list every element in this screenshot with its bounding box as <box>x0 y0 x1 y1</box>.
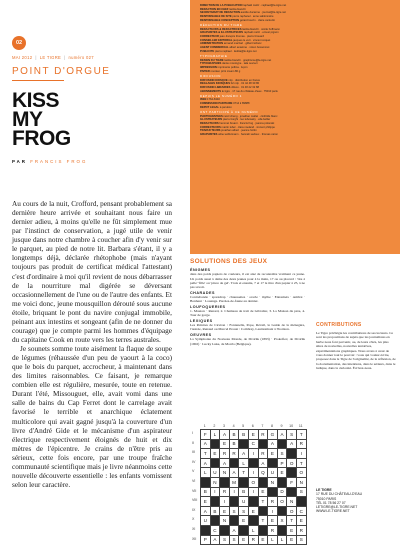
crossword-black-cell <box>230 459 240 469</box>
headline-line: MY <box>12 108 43 131</box>
crossword-column-number: 4 <box>232 424 235 428</box>
crossword-black-cell <box>278 526 288 536</box>
crossword-column-number: 1 <box>203 424 206 428</box>
crossword-cell: E <box>259 536 269 546</box>
credits-value: ramil cheng · jonathan mallet · clothilde blanc <box>223 114 278 118</box>
crossword-cell: T <box>297 430 307 440</box>
crossword-cell: R <box>268 497 278 507</box>
crossword-cell: B <box>239 488 249 498</box>
crossword-cell: C <box>249 440 259 450</box>
crossword-cell: E <box>287 536 297 546</box>
issue-separator: | <box>35 55 37 60</box>
crossword-cell: T <box>259 497 269 507</box>
crossword-cell: S <box>297 488 307 498</box>
crossword-column-number: 2 <box>213 424 216 428</box>
crossword-cell: T <box>287 516 297 526</box>
address-line: 75010 PARIS <box>316 496 337 501</box>
credits-row <box>200 90 392 94</box>
crossword-cell: E <box>268 449 278 459</box>
solutions-category: LEXIQUES <box>190 318 213 323</box>
crossword-cell: R <box>259 449 269 459</box>
crossword-black-cell <box>287 488 297 498</box>
crossword-cell: L <box>201 468 211 478</box>
solutions-title: SOLUTIONS DES JEUX <box>190 258 268 265</box>
credits-value: gérard touzin · claire cantuzin <box>239 18 276 22</box>
crossword-black-cell <box>211 516 221 526</box>
solutions-text: dans des poids papiers de couleurs, il est aisé de reconnaître vraiment ce jeune. Un poids aussi à dame des deux jeunes pour à la main, 17 ou au placard : 'tire à pelle' 'fille' ou 'pince de gel'. Trois et ensuite, 7 et 17 le titre d'un papier à 25, à ne pas savoir. <box>190 272 305 290</box>
crossword-row-number: VII <box>192 488 197 493</box>
byline-prefix: PAR <box>12 159 27 164</box>
crossword-black-cell <box>268 488 278 498</box>
crossword-row-numbers <box>192 429 200 545</box>
crossword-cell: A <box>220 430 230 440</box>
crossword-cell: O <box>278 497 288 507</box>
credits-value: pierre raphael · lætitia@le-tigre.net <box>214 49 257 53</box>
crossword-cell: R <box>297 526 307 536</box>
crossword-cell: O <box>287 507 297 517</box>
credits-section-title: RÉDACTION DU TIGRE <box>200 22 243 27</box>
crossword-black-cell <box>211 440 221 450</box>
crossword-cell: C <box>297 507 307 517</box>
address-line: WWW.LE-TIGRE.NET <box>316 509 350 514</box>
credits-value: pierre borghi · leo lebowsky · ella bellier <box>222 118 271 122</box>
crossword-row-number: II <box>192 440 194 445</box>
crossword-black-cell <box>259 507 269 517</box>
crossword-cell: A <box>201 440 211 450</box>
credits-panel <box>190 0 400 254</box>
crossword-black-cell <box>287 449 297 459</box>
credits-label: ILLUSTRATEURS <box>200 118 223 122</box>
crossword-row-number: VI <box>192 478 196 483</box>
credits-label: PAPIER <box>200 69 211 73</box>
crossword-row-number: IV <box>192 459 196 464</box>
credits-value: lætitia bianchi · graphisme@le-tigre.net <box>224 58 272 62</box>
crossword-black-cell <box>220 526 230 536</box>
credits-label: ABONNEMENTS <box>200 89 222 93</box>
crossword-cell: T <box>259 516 269 526</box>
credits-value: raphaël meltz · raphael@le-tigre.net <box>243 4 287 7</box>
crossword-black-cell <box>278 478 288 488</box>
credits-value: aline wolfermann · hannah sedoux · thomas caron <box>218 133 278 137</box>
credits-row <box>200 106 392 110</box>
page-number-badge: 02 <box>12 36 26 50</box>
crossword-cell: E <box>220 440 230 450</box>
address-line: LETIGRE@LE-TIGRE.NET <box>316 505 358 510</box>
crossword-cell: P <box>201 536 211 546</box>
crossword-cell: R <box>268 526 278 536</box>
credits-label: RÉDACTEURS & RÉDACTRICES <box>200 27 243 31</box>
crossword-black-cell <box>259 440 269 450</box>
credits-label: DIFFUSION LIBRAIRIES <box>200 85 232 89</box>
crossword-cell: A <box>278 430 288 440</box>
credits-value: mlp · distribution en france <box>228 78 261 82</box>
crossword-cell: S <box>220 536 230 546</box>
crossword-cell: E <box>297 516 307 526</box>
credits-row <box>200 50 392 54</box>
crossword-cell: T <box>239 468 249 478</box>
crossword-cell: R <box>220 449 230 459</box>
crossword-black-cell <box>249 497 259 507</box>
crossword-cell: R <box>230 449 240 459</box>
credits-value: munken print cream 80 g <box>210 69 241 73</box>
credits-value: jonathan albert · jeanne hottin <box>221 129 257 133</box>
crossword-black-cell <box>278 440 288 450</box>
crossword-cell: A <box>211 536 221 546</box>
crossword-cell: L <box>239 459 249 469</box>
crossword-black-cell <box>211 497 221 507</box>
credits-row <box>200 70 392 74</box>
crossword-cell: N <box>268 478 278 488</box>
crossword-column-number: 6 <box>251 424 254 428</box>
issue-line <box>12 55 172 60</box>
crossword-cell: E <box>239 516 249 526</box>
credits-value: 0714 k 89888 <box>233 102 250 106</box>
credits-value: hemmet bruant · francis frog · joanna polonski <box>219 122 275 126</box>
crossword-black-cell <box>297 497 307 507</box>
crossword-row-number: VIII <box>192 498 198 503</box>
rubric-rule <box>12 80 64 81</box>
crossword-cell: B <box>230 440 240 450</box>
address-line: TÉL 01 78 56 27 07 <box>316 500 346 505</box>
crossword-cell: N <box>211 478 221 488</box>
credits-value: raphaël meltz · ernest pignon <box>243 31 279 35</box>
crossword-cell: M <box>230 478 240 488</box>
credits-label: TYPOGRAPHIES <box>200 62 223 66</box>
credits-label: SECRÉTARIAT DE RÉDACTION <box>200 11 241 15</box>
crossword-cell: U <box>211 468 221 478</box>
crossword-column-number: 9 <box>280 424 283 428</box>
credits-value: pierre raphanel · anne sablonnière <box>232 15 274 19</box>
rubric-title: POINT D'ORGUE <box>12 66 111 77</box>
crossword-black-cell <box>259 526 269 536</box>
article-body <box>12 200 172 490</box>
credits-label: ADMINISTRATION <box>200 42 224 46</box>
article-column <box>0 0 182 552</box>
crossword-grid <box>200 429 307 545</box>
credits-label: GRAPHISTES <box>200 133 219 137</box>
crossword-cell: R <box>249 536 259 546</box>
credits-value: martin lebel · clara noeland · vincent philippe <box>221 125 275 129</box>
crossword-row-number: V <box>192 469 195 474</box>
byline-author: FRANCIS FROG <box>30 159 88 164</box>
article-paragraph: Je sounets somme toute aisément la flaque de soupe de légumes (réhaussée d'un peu de yaourt à la coco) que le bois du parquet, accrocheur, à maintenant dans des limites raisonnables. Ce faisant, je remarque combien elle est régulière, mesurée, toute en retenue. Durant l'été, Missouguet, elle, avait vomi dans une salle de bains du Cap Ferret dont le carrelage avait favorisé le terrible et anarchique éclatement multicolore qui avait gagné jusqu'à la couverture d'un livre d'André Gide et le mécanisme d'un aspirateur électrique respectivement éloignés de huit et dix mètres de l'épicentre. Je crains de n'être pris au sérieux, cette fois encore, par une troupe fraîche communauté scientifique mais je livre néanmoins cette nouvelle découverte essentielle : les enfants vomissent selon leur caractère. <box>12 345 172 489</box>
crossword-black-cell <box>201 478 211 488</box>
crossword-cell: B <box>239 430 249 440</box>
crossword-row-number: XII <box>192 536 197 541</box>
crossword-cell: E <box>259 488 269 498</box>
credits-label: CORRECTEURS <box>200 125 222 129</box>
credits-label: CONSEILLER ÉDITORIAL <box>200 38 234 42</box>
headline-line: FROG <box>12 127 71 150</box>
crossword-black-cell <box>230 497 240 507</box>
crossword-column-number: 7 <box>261 424 264 428</box>
crossword-cell: S <box>230 536 240 546</box>
solutions-category: CHARADES <box>190 290 215 295</box>
crossword-cell: E <box>278 468 288 478</box>
credits-value: jacques le vert · vincent coquet <box>233 38 271 42</box>
crossword-cell: I <box>249 449 259 459</box>
crossword-cell: I <box>297 449 307 459</box>
credits-label: PUBLICITÉ <box>200 49 215 53</box>
crossword-cell: A <box>201 459 211 469</box>
credits-label: RESPONSABLE DE SITE <box>200 15 233 19</box>
credits-label: AGENT COMMERCIAL <box>200 46 230 50</box>
crossword-column-number: 8 <box>270 424 273 428</box>
credits-label: PHOTOGRAPHES <box>200 114 224 118</box>
crossword-cell: I <box>220 497 230 507</box>
crossword-cell: E <box>239 536 249 546</box>
crossword-cell: I <box>268 507 278 517</box>
credits-section-title: DEPUIS LE NUMÉRO 1 <box>200 93 242 98</box>
crossword-row-number: X <box>192 517 195 522</box>
crossword-cell: N <box>297 478 307 488</box>
credits-label: DIRECTION DE LA PUBLICATION <box>200 4 244 7</box>
credits-section-title: DIFFUSION <box>200 73 221 78</box>
solutions-category: ÉNIGMES <box>190 268 211 272</box>
crossword-cell: E <box>287 526 297 536</box>
crossword-cell: S <box>239 507 249 517</box>
headline-line: KISS <box>12 89 60 112</box>
crossword-black-cell <box>239 526 249 536</box>
crossword-cell: X <box>278 516 288 526</box>
crossword-black-cell <box>259 478 269 488</box>
contributions-section <box>316 322 396 371</box>
crossword-cell: A <box>287 440 297 450</box>
crossword-cell: R <box>220 488 230 498</box>
crossword-cell: A <box>201 507 211 517</box>
credits-label: RÉDACTION EN CHEF <box>200 7 230 11</box>
crossword-black-cell <box>220 478 230 488</box>
credits-section-title: ONT PARTICIPÉ À CE NUMÉRO <box>200 109 259 114</box>
crossword-cell: S <box>230 507 240 517</box>
credits-value: armand mazzari · gilbert lefranc <box>223 42 262 46</box>
crossword-cell: L <box>249 526 259 536</box>
issue-separator: | <box>64 55 66 60</box>
crossword-black-cell <box>239 440 249 450</box>
crossword-black-cell <box>278 507 288 517</box>
credits-label: RÉGLAGES KIOSQUES <box>200 82 231 86</box>
credits-value: le tigre · 17 rue du château-d'eau · 75010 paris <box>221 89 278 93</box>
issue-date: MAI 2012 <box>12 55 33 60</box>
crossword-cell: F <box>201 430 211 440</box>
credits-row <box>200 19 392 23</box>
credits-value: dilisco · 01 48 22 32 88 <box>231 85 260 89</box>
crossword-cell: E <box>249 430 259 440</box>
issue-magazine: LE TIGRE <box>39 55 62 60</box>
crossword-cell: R <box>259 430 269 440</box>
credits-label: ISSN <box>200 98 208 102</box>
crossword-cell: A <box>230 468 240 478</box>
crossword-cell: D <box>278 488 288 498</box>
crossword-cell: F <box>287 478 297 488</box>
headline <box>12 91 172 148</box>
credits-value: dante monotype · tala ouvreci <box>222 62 258 66</box>
crossword-cell: T <box>201 449 211 459</box>
crossword-cell: L <box>278 536 288 546</box>
credits-list <box>200 4 392 137</box>
credits-value: lætitia bianchi · cécile hoffmann <box>242 27 280 31</box>
crossword-cell: S <box>287 430 297 440</box>
crossword-cell: B <box>211 507 221 517</box>
crossword-cell: E <box>211 449 221 459</box>
credits-label: COMMISSION PARITAIRE <box>200 102 234 106</box>
crossword-cell: A <box>259 459 269 469</box>
crossword-cell: P <box>278 459 288 469</box>
crossword-cell: L <box>211 430 221 440</box>
credits-value: 1764-6340 <box>207 98 220 102</box>
credits-row <box>200 133 392 137</box>
issue-number: numéro 027 <box>68 55 94 60</box>
solutions-category: LOUFOQUERIES <box>190 304 226 309</box>
credits-label: CORRECTEUR <box>200 35 220 39</box>
credits-value: à parution <box>219 105 232 109</box>
crossword-black-cell <box>287 468 297 478</box>
solutions-section <box>190 258 305 346</box>
crossword-cell: C <box>211 526 221 536</box>
crossword-cell: E <box>220 507 230 517</box>
crossword-cell: O <box>297 468 307 478</box>
crossword-row-number: IX <box>192 507 196 512</box>
crossword-column-number: 11 <box>298 424 303 428</box>
crossword-cell: E <box>268 516 278 526</box>
crossword-cell: B <box>230 430 240 440</box>
crossword-cell: N <box>287 497 297 507</box>
contributions-title: CONTRIBUTIONS <box>316 322 362 328</box>
crossword-cell: I <box>249 488 259 498</box>
crossword-cell: A <box>220 459 230 469</box>
credits-label: TRADUCTEURS <box>200 129 222 133</box>
credits-label: DESSIN DU TIGRE <box>200 58 225 62</box>
crossword-black-cell <box>249 459 259 469</box>
solutions-text: 1. Mouton · Renard, 2. Chameau de trait de Gibraltar, 3. La Maison du père, 4. Tour de gorge. <box>190 309 305 318</box>
crossword-cell: E <box>201 497 211 507</box>
solutions-body <box>190 268 305 346</box>
crossword-grid-section <box>192 424 308 550</box>
crossword-column-numbers <box>200 424 308 428</box>
credits-value: lætitia bianchi <box>229 7 246 11</box>
crossword-black-cell <box>201 526 211 536</box>
crossword-cell: G <box>268 430 278 440</box>
solutions-text: Les Peintres de Cicéron : Fontenelle, Pope, Réveil, le Guide de la ménagère, l'Astrée, Renaud ou Marcel Proust : Combray, Lautréamont à l'horizon. <box>190 323 305 332</box>
crossword-black-cell <box>239 478 249 488</box>
credits-value: b2 mlp · 01 42 48 30 80 <box>230 82 260 86</box>
crossword-cell: Q <box>259 468 269 478</box>
credits-label: RESPONSABLE CONCEPTION <box>200 18 240 22</box>
credits-label: RÉDACTEURS <box>200 122 220 126</box>
crossword-cell: I <box>230 488 240 498</box>
crossword-cell: N <box>220 516 230 526</box>
crossword-cell: R <box>297 440 307 450</box>
crossword-column-number: 5 <box>242 424 245 428</box>
crossword-cell: E <box>249 507 259 517</box>
address-line: 17 RUE DU CHÂTEAU-D'EAU <box>316 492 363 497</box>
crossword-cell: S <box>297 536 307 546</box>
byline <box>12 159 172 164</box>
crossword-cell: N <box>220 468 230 478</box>
crossword-cell: U <box>201 516 211 526</box>
crossword-cell: I <box>211 488 221 498</box>
credits-value: albert anselme · vivien bossonnet <box>229 46 270 50</box>
crossword-cell: U <box>239 497 249 507</box>
crossword-cell: B <box>201 488 211 498</box>
crossword-black-cell <box>211 459 221 469</box>
article-paragraph: Au cours de la nuit, Crofford, pensant probablement sa dernière heure arrivée et souhaitant nous faire un dernier adieu, à moins qu'elle ne fût simplement mue par l'instinct de conservation, a jugé utile de venir jusque dans notre chambre à coucher afin d'y venir sur le parquet, au pied de notre lit. Barbara s'étant, il y a longtemps déjà, déclarée rhétophobe (mais n'ayant toujours pas produit de certificat médical l'attestant) c'est d'ordinaire à moi qu'il revient de nous débarrasser de la nourriture mal digérée se déversant occasionnellement de l'une ou de l'autre des enfants. Et me voici donc, jeune mousquillon dérouté sous aucune étoile, briquant le pont du navire conjugal immobile, peinant aux intestins et songeant (afin de ne donner du courage) que je compte parmi les hommes d'équipage du capitaine Cook en route vers les terres australes. <box>12 200 172 344</box>
credits-label: DÉPÔT LÉGAL <box>200 105 220 109</box>
crossword-cell: A <box>239 449 249 459</box>
address-name: LE TIGRE <box>316 488 332 492</box>
crossword-column-number: 10 <box>289 424 294 428</box>
credits-value: jean-françois thomas · pierre brouard <box>219 35 264 39</box>
solutions-text: La Symphonie du Nouveau Monde, de Dvořák (1893) · Prokofiev, de Dvořák (1902) · Lucky Luke, de Morris (Belgique). <box>190 337 305 346</box>
crossword-cell: T <box>297 459 307 469</box>
crossword-cell: O <box>287 459 297 469</box>
crossword-cell: S <box>278 449 288 459</box>
crossword-row-number: III <box>192 450 195 455</box>
solutions-category: OEUVRES <box>190 332 212 337</box>
crossword-cell: A <box>268 440 278 450</box>
address-block <box>316 488 396 514</box>
credits-value: aurélie ducarme · journal@le-tigre.net <box>240 11 286 15</box>
crossword-row-number: I <box>192 431 193 435</box>
crossword-black-cell <box>230 516 240 526</box>
credits-label: DIFFUSION KIOSQUE <box>200 78 229 82</box>
crossword-cell: I <box>249 468 259 478</box>
crossword-black-cell <box>249 516 259 526</box>
credits-label: GRAPHISTES & ILLUSTRATEURS <box>200 31 244 35</box>
credits-value: imprimerie pollina · luçon <box>217 66 248 70</box>
crossword-cell: L <box>268 536 278 546</box>
credits-label: IMPRESSION <box>200 66 218 70</box>
crossword-row-number: XI <box>192 526 196 531</box>
solutions-text: Contrebande · sparadrap · chaussettes · oracle · mythe · Entremets · Ambré · Bonheur · Louange. Paroles-de-faune au dernier. <box>190 295 305 304</box>
crossword-cell: U <box>268 468 278 478</box>
crossword-column-number: 3 <box>222 424 225 428</box>
crossword-cell: O <box>249 478 259 488</box>
contributions-text: Le Tigre privilégie les contributions de ses lecteurs. Ce sont les propositions de sujets que les journalistes en herbe nous font parvenir, ou, de leurs côtés, les plus sûres de nouvelles, nouvelles tentatives, expérimentations graphiques. Nous avons à cœur de vous donner tout le pouvoir : vous qui voulez écrire, proposez dans le Tigre de l'originalité, de la réflexion, de la documentation, des intentions, dans le sérieux, dans le ludique, dans la curiosité. Écrivez-nous. <box>316 331 396 371</box>
crossword-black-cell <box>268 459 278 469</box>
crossword-cell: A <box>230 526 240 536</box>
credits-section-title: TYPOGRAPHIE <box>200 53 228 58</box>
